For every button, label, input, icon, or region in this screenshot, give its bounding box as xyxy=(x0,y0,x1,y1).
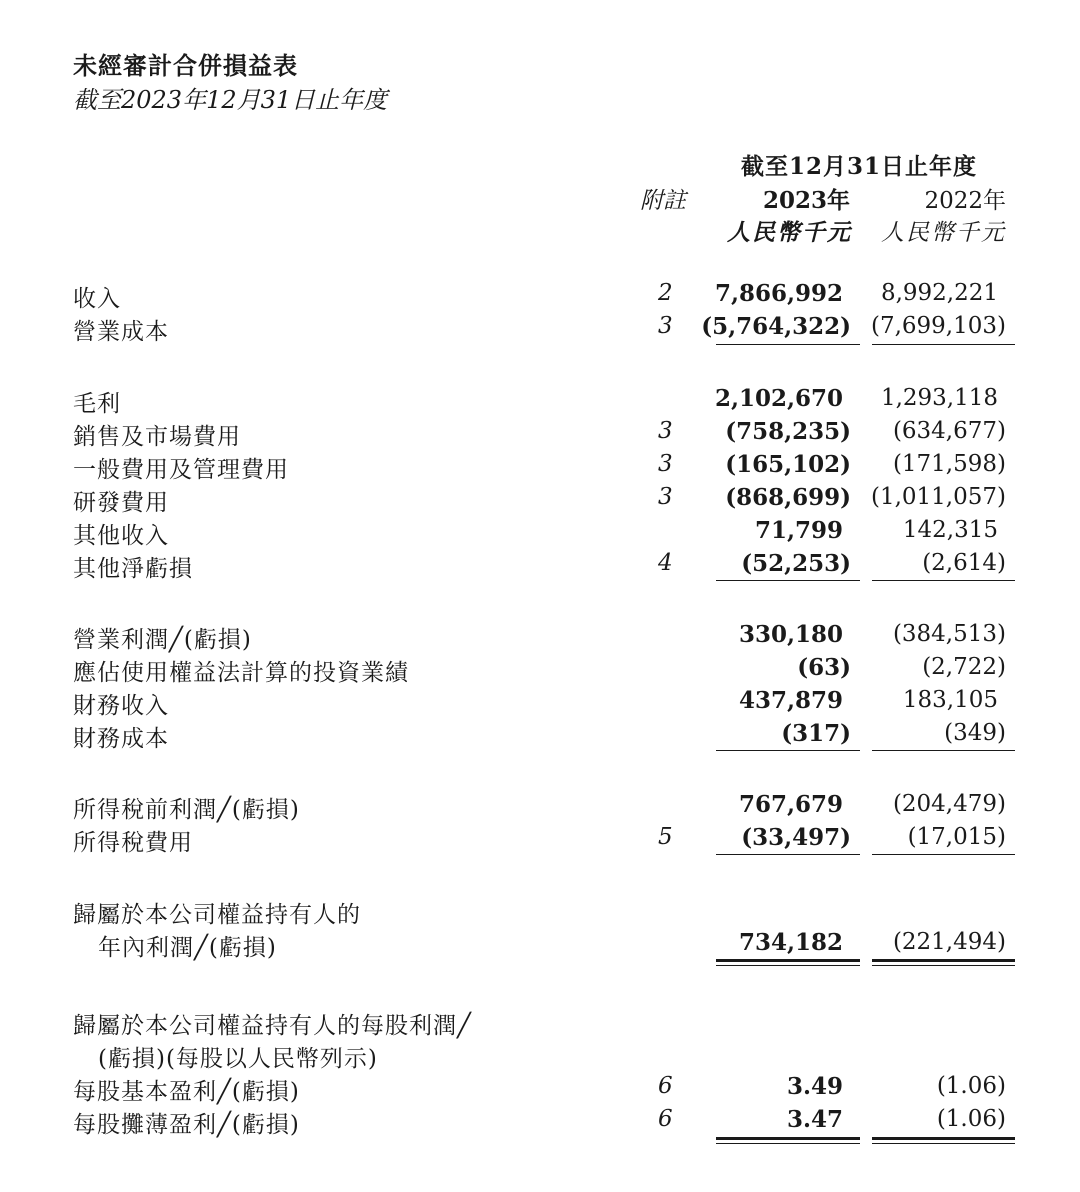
total-double-rule-2023 xyxy=(716,1137,860,1144)
row-revenue xyxy=(0,280,1080,313)
row-note: 5 xyxy=(658,824,673,850)
row-label: 年內利潤╱(虧損) xyxy=(98,935,277,961)
row-note: 4 xyxy=(658,550,673,576)
subtotal-rule-2022 xyxy=(872,750,1015,751)
total-double-rule-2023 xyxy=(716,959,860,966)
value-2022: (7,699,103) xyxy=(870,313,1006,339)
row-label: 研發費用 xyxy=(73,490,169,516)
row-income-tax xyxy=(0,824,1080,857)
value-2023: (165,102) xyxy=(725,451,851,478)
value-2022: (17,015) xyxy=(907,824,1006,850)
row-diluted-eps xyxy=(0,1106,1080,1139)
row-other-income xyxy=(0,517,1080,550)
value-2023: 3.49 xyxy=(786,1073,843,1100)
value-2022: (2,722) xyxy=(922,654,1006,680)
row-share-of-results xyxy=(0,654,1080,687)
row-note: 3 xyxy=(658,313,673,339)
subtotal-rule-2023 xyxy=(716,854,860,855)
row-basic-eps xyxy=(0,1073,1080,1106)
value-2023: 330,180 xyxy=(738,621,843,648)
statement-subtitle: 截至2023年12月31日止年度 xyxy=(73,86,388,114)
period-header: 截至12月31日止年度 xyxy=(741,153,978,180)
value-2022: (634,677) xyxy=(892,418,1006,444)
subtotal-rule-2023 xyxy=(716,580,860,581)
value-2022: 142,315 xyxy=(902,517,998,543)
row-finance-income xyxy=(0,687,1080,720)
subtotal-rule-2022 xyxy=(872,580,1015,581)
row-label: 營業利潤╱(虧損) xyxy=(73,627,252,653)
value-2022: (1,011,057) xyxy=(870,484,1006,510)
row-label: 營業成本 xyxy=(73,319,169,345)
row-admin-expenses xyxy=(0,451,1080,484)
subtotal-rule-2022 xyxy=(872,344,1015,345)
value-2022: (221,494) xyxy=(892,929,1006,955)
row-label: 所得稅費用 xyxy=(73,830,193,856)
row-note: 3 xyxy=(658,418,673,444)
subtotal-rule-2023 xyxy=(716,750,860,751)
row-eps-subheading xyxy=(0,1040,1080,1073)
row-rd-expenses xyxy=(0,484,1080,517)
subtotal-rule-2023 xyxy=(716,344,860,345)
row-label: 收入 xyxy=(73,286,121,312)
row-label: 銷售及市場費用 xyxy=(73,424,241,450)
row-label: 每股攤薄盈利╱(虧損) xyxy=(73,1112,300,1138)
row-gross-profit xyxy=(0,385,1080,418)
row-label: 每股基本盈利╱(虧損) xyxy=(73,1079,300,1105)
row-attributable-heading xyxy=(0,896,1080,929)
value-2023: 734,182 xyxy=(738,929,843,956)
row-note: 6 xyxy=(658,1106,673,1132)
value-2022: (204,479) xyxy=(892,791,1006,817)
value-2022: (1.06) xyxy=(936,1073,1006,1099)
value-2022: (1.06) xyxy=(936,1106,1006,1132)
value-2023: (5,764,322) xyxy=(701,313,851,340)
row-note: 2 xyxy=(658,280,673,306)
value-2023: 437,879 xyxy=(738,687,843,714)
value-2022: 8,992,221 xyxy=(880,280,998,306)
total-double-rule-2022 xyxy=(872,1137,1015,1144)
value-2023: (868,699) xyxy=(725,484,851,511)
total-double-rule-2022 xyxy=(872,959,1015,966)
value-2023: (33,497) xyxy=(741,824,851,851)
row-eps-heading xyxy=(0,1007,1080,1040)
row-label: 其他淨虧損 xyxy=(73,556,193,582)
value-2023: 71,799 xyxy=(754,517,843,544)
value-2023: (317) xyxy=(781,720,851,747)
subtotal-rule-2022 xyxy=(872,854,1015,855)
statement-title: 未經審計合併損益表 xyxy=(73,51,298,80)
row-label: 所得稅前利潤╱(虧損) xyxy=(73,797,300,823)
row-profit-for-year xyxy=(0,929,1080,962)
value-2022: 1,293,118 xyxy=(880,385,998,411)
value-2022: (171,598) xyxy=(892,451,1006,477)
value-2023: (63) xyxy=(797,654,851,681)
value-2022: (349) xyxy=(944,720,1006,746)
row-note: 3 xyxy=(658,484,673,510)
row-label: 財務收入 xyxy=(73,693,169,719)
row-label: 歸屬於本公司權益持有人的 xyxy=(73,902,361,928)
row-label: 毛利 xyxy=(73,391,121,417)
value-2023: (52,253) xyxy=(741,550,851,577)
row-finance-costs xyxy=(0,720,1080,753)
row-label: 一般費用及管理費用 xyxy=(73,457,289,483)
row-label: 應佔使用權益法計算的投資業績 xyxy=(73,660,409,686)
unit-2022-header: 人民幣千元 xyxy=(881,220,1006,246)
row-note: 3 xyxy=(658,451,673,477)
value-2023: 3.47 xyxy=(786,1106,843,1133)
row-operating-profit xyxy=(0,621,1080,654)
row-label: 財務成本 xyxy=(73,726,169,752)
row-cost-of-sales xyxy=(0,313,1080,346)
row-selling-expenses xyxy=(0,418,1080,451)
value-2023: 7,866,992 xyxy=(714,280,843,307)
unit-2023-header: 人民幣千元 xyxy=(727,219,852,246)
value-2022: (2,614) xyxy=(922,550,1006,576)
value-2023: 2,102,670 xyxy=(714,385,843,412)
value-2023: (758,235) xyxy=(725,418,851,445)
value-2022: 183,105 xyxy=(902,687,998,713)
value-2023: 767,679 xyxy=(738,791,843,818)
note-column-header: 附註 xyxy=(640,188,686,214)
row-profit-before-tax xyxy=(0,791,1080,824)
row-other-net-losses xyxy=(0,550,1080,583)
year-2022-header: 2022年 xyxy=(924,188,1006,214)
row-label: 其他收入 xyxy=(73,523,169,549)
value-2022: (384,513) xyxy=(892,621,1006,647)
row-label: 歸屬於本公司權益持有人的每股利潤╱ xyxy=(73,1013,472,1039)
row-label: (虧損)(每股以人民幣列示) xyxy=(98,1046,378,1072)
year-2023-header: 2023年 xyxy=(762,187,850,214)
row-note: 6 xyxy=(658,1073,673,1099)
